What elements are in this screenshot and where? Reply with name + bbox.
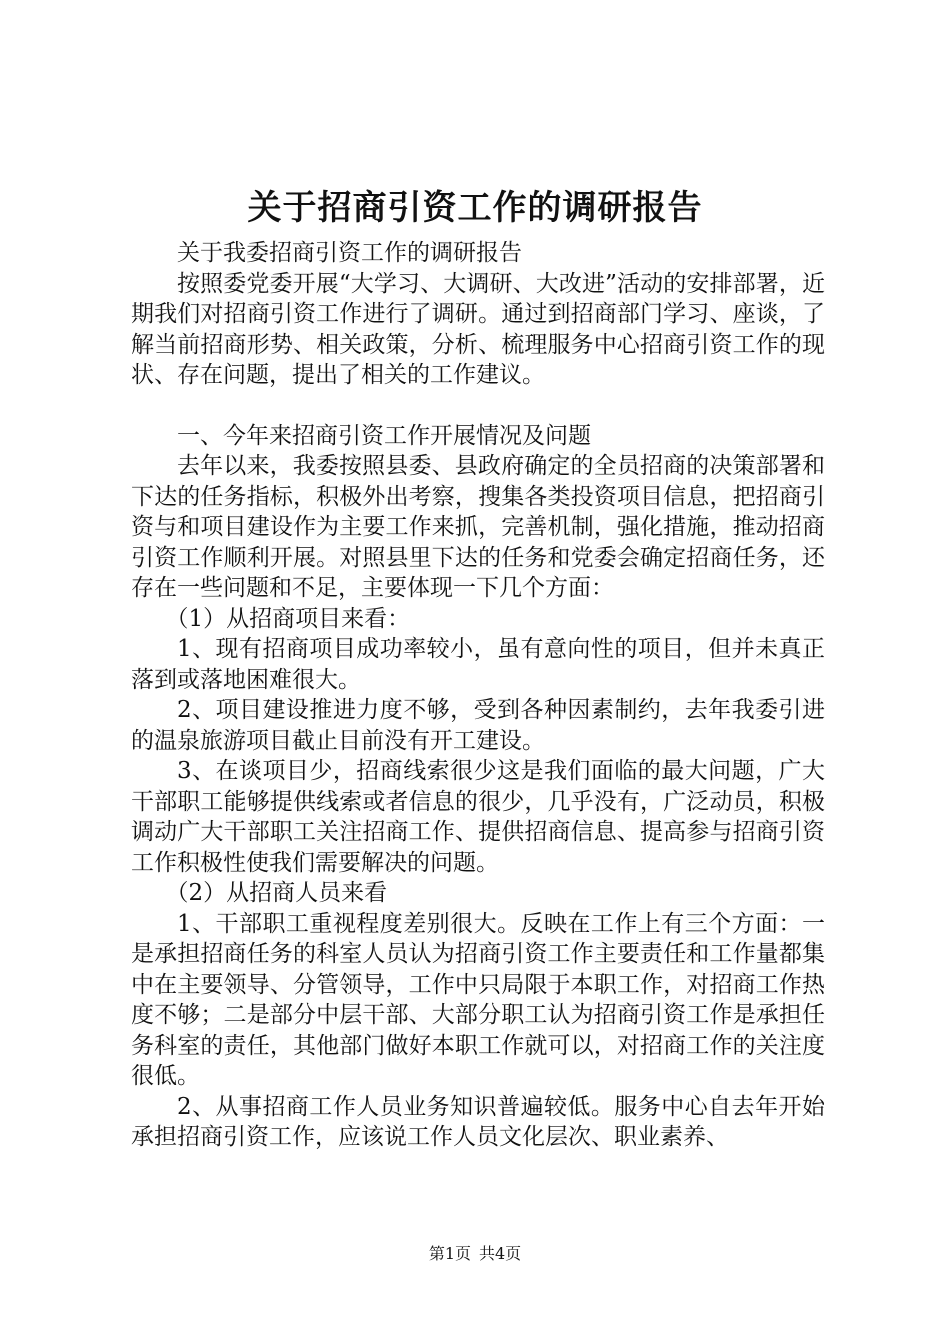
intro-paragraph: 按照委党委开展“大学习、大调研、大改进”活动的安排部署，近期我们对招商引资工作进行了调研。通过到招商部门学习、座谈，了解当前招商形势、相关政策，分析、梳理服务中心招商引资工作的现状、存在问题，提出了相关的工作建议。 bbox=[131, 270, 825, 388]
list-item-projects-3: 3、在谈项目少，招商线索很少这是我们面临的最大问题，广大干部职工能够提供线索或者信息的很少，几乎没有，广泛动员，积极调动广大干部职工关注招商工作、提供招商信息、提高参与招商引资工作积极性使我们需要解决的问题。 bbox=[131, 758, 825, 876]
page-footer bbox=[0, 1243, 950, 1265]
page-total: 共4页 bbox=[479, 1244, 522, 1263]
section-1-paragraph: 去年以来，我委按照县委、县政府确定的全员招商的决策部署和下达的任务指标，积极外出考察，搜集各类投资项目信息，把招商引资与和项目建设作为主要工作来抓，完善机制，强化措施，推动招商引资工作顺利开展。对照县里下达的任务和党委会确定招商任务，还存在一些问题和不足，主要体现一下几个方面： bbox=[131, 453, 825, 601]
list-item-projects-1: 1、现有招商项目成功率较小，虽有意向性的项目，但并未真正落到或落地困难很大。 bbox=[131, 636, 825, 693]
list-item-projects-2: 2、项目建设推进力度不够，受到各种因素制约，去年我委引进的温泉旅游项目截止目前没有开工建设。 bbox=[131, 697, 825, 754]
subsection-heading-personnel: （2）从招商人员来看 bbox=[165, 880, 388, 906]
section-heading-1: 一、今年来招商引资工作开展情况及问题 bbox=[177, 422, 591, 449]
report-subtitle: 关于我委招商引资工作的调研报告 bbox=[177, 240, 522, 266]
document-body bbox=[131, 238, 825, 1153]
document-title: 关于招商引资工作的调研报告 bbox=[247, 188, 703, 228]
page-number: 第1页 bbox=[428, 1244, 471, 1263]
list-item-personnel-2: 2、从事招商工作人员业务知识普遍较低。服务中心自去年开始承担招商引资工作，应该说工作人员文化层次、职业素养、 bbox=[131, 1093, 825, 1150]
list-item-personnel-1: 1、干部职工重视程度差别很大。反映在工作上有三个方面：一是承担招商任务的科室人员认为招商引资工作主要责任和工作量都集中在主要领导、分管领导，工作中只局限于本职工作，对招商工作热度不够；二是部分中层干部、大部分职工认为招商引资工作是承担任务科室的责任，其他部门做好本职工作就可以，对招商工作的关注度很低。 bbox=[131, 910, 825, 1089]
subsection-heading-projects: （1）从招商项目来看： bbox=[165, 605, 411, 632]
paragraph-gap bbox=[131, 391, 825, 421]
